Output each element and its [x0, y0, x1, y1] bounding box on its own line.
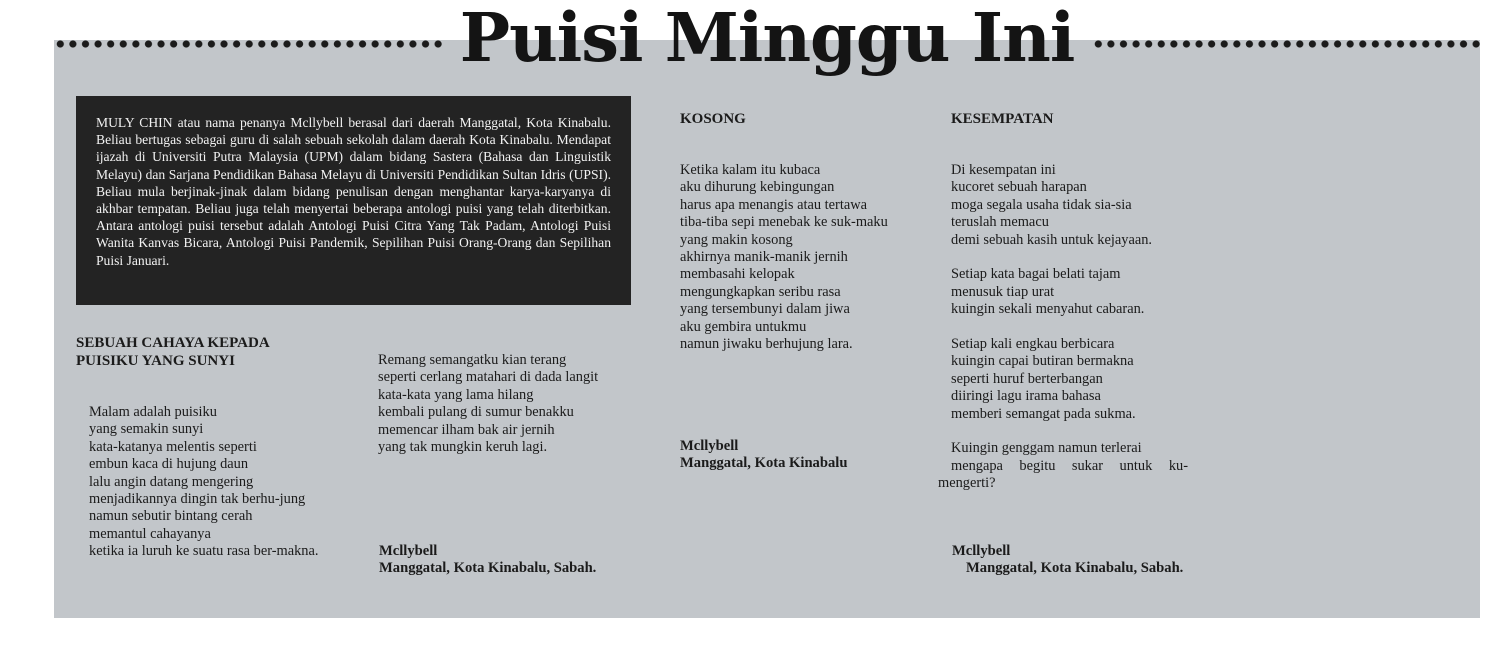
poem-line: aku gembira untukmu — [680, 318, 807, 335]
page-title: Puisi Minggu Ini — [459, 0, 1075, 77]
poem2-location: Manggatal, Kota Kinabalu — [680, 455, 848, 472]
poem3-stanzas — [938, 162, 1188, 493]
poem-line: kata-katanya melentis seperti — [89, 438, 257, 455]
poem-line: Ketika kalam itu kubaca — [680, 162, 821, 178]
poem-line: Remang semangatku kian terang — [378, 352, 567, 368]
poem-line: memencar ilham bak air jernih — [378, 421, 555, 438]
poem1-stanza1 — [76, 404, 343, 561]
poem-line: kata-kata yang lama hilang — [378, 386, 534, 403]
poem-line: kembali pulang di sumur benakku — [378, 404, 574, 421]
poem-line: seperti cerlang matahari di dada langit — [378, 369, 599, 386]
poem-line: moga segala usaha tidak sia-sia — [951, 196, 1132, 213]
poem-line: namun sebutir bintang cerah — [89, 508, 253, 525]
poem-line: kuingin sekali menyahut cabaran. — [951, 301, 1145, 318]
poem-line: yang tak mungkin keruh lagi. — [378, 439, 548, 456]
poem-line: memantul cahayanya — [89, 525, 211, 542]
poem-line: yang tersembunyi dalam jiwa — [680, 301, 850, 318]
poem-line: teruslah memacu — [951, 214, 1049, 231]
poem1-author: Mcllybell — [379, 543, 438, 559]
poem2-stanza — [667, 162, 915, 353]
poem-line: kucoret sebuah harapan — [951, 179, 1087, 196]
stanza-gap — [938, 319, 1188, 336]
poem-line: yang semakin sunyi — [89, 421, 204, 438]
stanza-gap — [938, 249, 1188, 266]
poem1-title-line1: SEBUAH CAHAYA KEPADA — [76, 335, 270, 351]
poem1-title-line2: PUISIKU YANG SUNYI — [76, 353, 235, 369]
poem3-author: Mcllybell — [952, 543, 1011, 559]
poem-line: mengungkapkan seribu rasa — [680, 283, 841, 300]
poem3-signature — [938, 543, 1188, 578]
poem-line: Setiap kali engkau berbicara — [951, 336, 1115, 353]
poem1-title — [76, 334, 270, 370]
poem-line: membasahi kelopak — [680, 266, 795, 283]
poem-line: Malam adalah puisiku — [89, 404, 217, 420]
poem-line: diiringi lagu irama bahasa — [951, 388, 1101, 405]
poem-line: tiba-tiba sepi menebak ke suk-maku — [680, 214, 888, 231]
poem-line: Setiap kata bagai belati tajam — [951, 266, 1121, 283]
poem3-title: KESEMPATAN — [951, 111, 1054, 127]
dotted-rule-right — [1092, 38, 1480, 50]
poem3-location: Manggatal, Kota Kinabalu, Sabah. — [966, 560, 1184, 577]
poem-line: aku dihurung kebingungan — [680, 179, 835, 196]
poem1-stanza2 — [365, 352, 631, 456]
poem-line: kuingin capai butiran bermakna — [951, 353, 1134, 370]
poem-line: embun kaca di hujung daun — [89, 456, 249, 473]
dotted-rule-left — [54, 38, 442, 50]
poem1-location: Manggatal, Kota Kinabalu, Sabah. — [379, 560, 597, 577]
poem-line: menjadikannya dingin tak berhu-jung — [89, 491, 306, 508]
stanza-gap — [938, 423, 1188, 440]
author-bio-box — [76, 96, 631, 305]
poem-line: harus apa menangis atau tertawa — [680, 196, 867, 213]
poem-line: Di kesempatan ini — [951, 162, 1056, 178]
poem2-author: Mcllybell — [680, 438, 739, 454]
poem2-signature — [667, 438, 847, 473]
poem-line: Kuingin genggam namun terlerai — [951, 440, 1142, 457]
poem-line: yang makin kosong — [680, 231, 793, 248]
poem2-title: KOSONG — [680, 111, 746, 127]
poem1-signature — [365, 543, 596, 578]
poem-line: menusuk tiap urat — [951, 283, 1055, 300]
poem-line: akhirnya manik-manik jernih — [680, 249, 848, 266]
poem-line: ketika ia luruh ke suatu rasa ber-makna. — [89, 543, 319, 560]
poem-line: lalu angin datang mengering — [89, 473, 254, 490]
poem-line: demi sebuah kasih untuk kejayaan. — [951, 231, 1153, 248]
poem-line: namun jiwaku berhujung lara. — [680, 336, 853, 353]
header — [0, 0, 1500, 80]
poem-line: mengapa begitu sukar untuk ku-mengerti? — [938, 457, 1188, 492]
poem-line: memberi semangat pada sukma. — [951, 405, 1136, 422]
author-bio-text: MULY CHIN atau nama penanya Mcllybell berasal dari daerah Manggatal, Kota Kinabalu. Beliau bertugas sebagai guru di salah sebuah sekolah dalam daerah Kota Kinabalu. Mendapat ijazah di Universiti Putra Malaysia (UPM) dalam bidang Sastera (Bahasa dan Linguistik Melayu) dan Sarjana Pendidikan Bahasa Melayu di Universiti Pendidikan Sultan Idris (UPSI). Beliau mula berjinak-jinak dalam bidang penulisan dengan menghantar karya-karyanya di akhbar tempatan. Beliau juga telah menyertai beberapa antologi puisi yang telah diterbitkan. Antara antologi puisi tersebut adalah Antologi Puisi Citra Yang Tak Padam, Antologi Puisi Wanita Kanvas Bicara, Antologi Puisi Pandemik, Sepilihan Puisi Orang-Orang dan Sepilihan Puisi Januari. — [96, 115, 611, 268]
poem-line: seperti huruf berterbangan — [951, 370, 1103, 387]
